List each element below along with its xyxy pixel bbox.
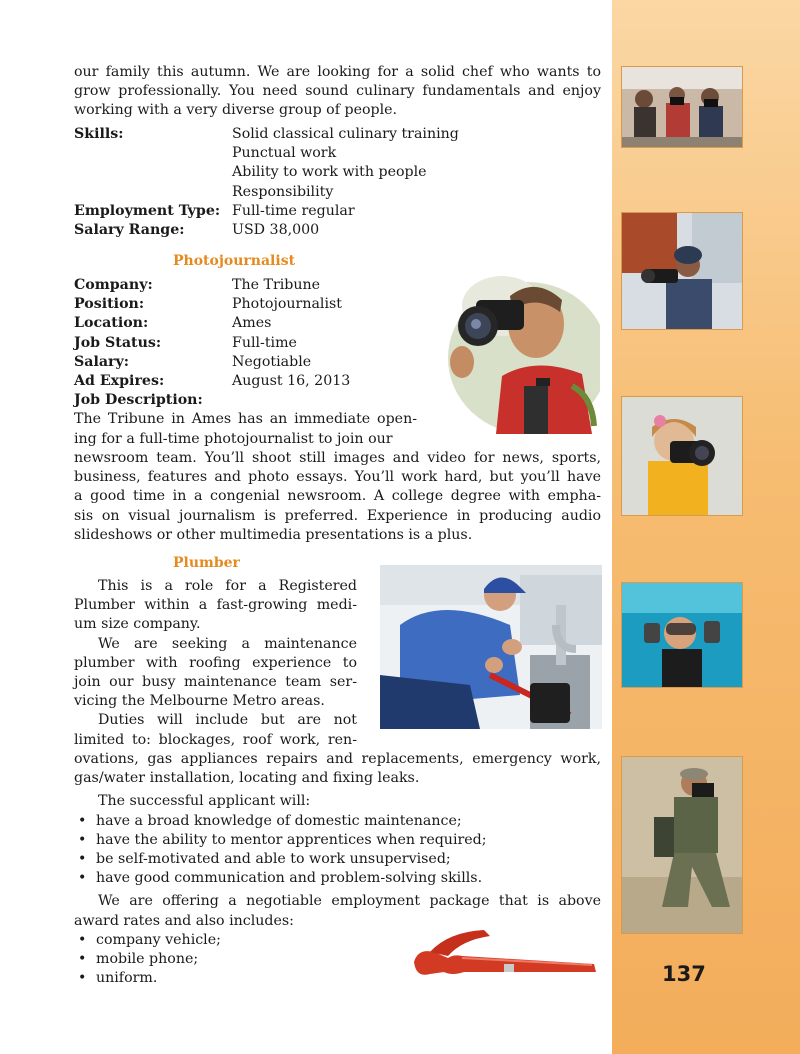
chef-intro-line: grow professionally. You need sound culinary fundamentals and enjoy: [74, 83, 601, 100]
list-item: • uniform.: [74, 969, 601, 988]
applicant-intro: The successful applicant will:: [98, 793, 311, 810]
skill-item: Punctual work: [232, 145, 337, 162]
chef-intro: [74, 63, 601, 121]
sidebar-photo-war-photographer: [621, 212, 743, 330]
plumber-title: Plumber: [173, 555, 240, 571]
plumber-line: ovations, gas appliances repairs and replacements, emergency work,: [74, 751, 601, 767]
plumber-line: um size company.: [74, 616, 201, 633]
plumber-line: gas/water installation, locating and fixing leaks.: [74, 770, 420, 787]
plumber-line: Duties will include but are not: [98, 712, 357, 729]
plumber-image: [380, 565, 602, 729]
field-value: Full-time: [232, 334, 297, 351]
plumber-line: limited to: blockages, roof work, ren-: [74, 731, 357, 748]
photojournalist-image: [432, 266, 600, 434]
photojournalist-description: [74, 449, 601, 545]
job-description-label: Job Description:: [74, 392, 203, 409]
page-number: 137: [662, 962, 706, 986]
offer-line: award rates and also includes:: [74, 912, 294, 929]
field-label: Ad Expires:: [74, 372, 165, 389]
list-item: • have the ability to mentor apprentices when required;: [74, 831, 601, 850]
plumber-line: Plumber within a fast-growing medi-: [74, 597, 357, 614]
list-item: • company vehicle;: [74, 931, 601, 950]
list-item: • have a broad knowledge of domestic maintenance;: [74, 812, 601, 831]
pipe-wrench-image: [408, 922, 600, 986]
skills-label: Skills:: [74, 126, 124, 142]
sidebar-photo-kneeling-photographer: [621, 756, 743, 934]
field-label: Company:: [74, 277, 153, 293]
skill-item: Responsibility: [232, 183, 334, 200]
sidebar-photo-street-photographers: [621, 66, 743, 148]
field-value: Ames: [232, 315, 272, 332]
description-line: The Tribune in Ames has an immediate open-: [74, 411, 417, 428]
list-item: • be self-motivated and able to work unsupervised;: [74, 850, 601, 869]
field-value: August 16, 2013: [232, 372, 351, 389]
description-line: ing for a full-time photojournalist to join our: [74, 430, 393, 447]
list-item: • mobile phone;: [74, 950, 601, 969]
salary-range-label: Salary Range:: [74, 221, 185, 238]
plumber-line: plumber with roofing experience to: [74, 654, 357, 671]
employment-type-value: Full-time regular: [232, 202, 355, 219]
photojournalist-title: Photojournalist: [173, 253, 296, 269]
field-label: Location:: [74, 315, 149, 332]
field-value: The Tribune: [232, 277, 321, 293]
plumber-line: This is a role for a Registered: [98, 578, 357, 594]
plumber-line: We are seeking a maintenance: [98, 635, 357, 652]
field-label: Job Status:: [74, 334, 162, 351]
description-line: business, features and photo essays. You’ll work hard, but you’ll have: [74, 469, 601, 486]
plumber-line: join our busy maintenance team ser-: [74, 674, 357, 691]
chef-intro-line: our family this autumn. We are looking for a solid chef who wants to: [74, 64, 601, 80]
field-value: Photojournalist: [232, 296, 342, 313]
plumber-line: vicing the Melbourne Metro areas.: [74, 693, 325, 710]
field-value: Negotiable: [232, 353, 312, 370]
skill-item: Ability to work with people: [232, 164, 427, 181]
plumber-narrow-text: [74, 577, 357, 750]
offer-line: We are offering a negotiable employment package that is above: [98, 893, 601, 910]
description-line: sis on visual journalism is preferred. Experience in producing audio: [74, 507, 601, 524]
skill-item: Solid classical culinary training: [232, 126, 459, 142]
photojournalist-fields: [74, 276, 434, 449]
employment-type-label: Employment Type:: [74, 202, 221, 219]
chef-details: [74, 125, 601, 240]
description-line: a good time in a congenial newsroom. A college degree with empha-: [74, 488, 601, 505]
description-line: slideshows or other multimedia presentations is a plus.: [74, 526, 473, 543]
description-line: newsroom team. You’ll shoot still images and video for news, sports,: [74, 450, 601, 466]
sidebar-photo-underwater-photographer: [621, 582, 743, 688]
sidebar-photo-girl-with-camera: [621, 396, 743, 516]
field-label: Position:: [74, 296, 145, 313]
applicant-requirements-list: [74, 812, 601, 889]
chef-intro-line: working with a very diverse group of people.: [74, 102, 398, 119]
salary-range-value: USD 38,000: [232, 221, 320, 238]
field-label: Salary:: [74, 353, 129, 370]
list-item: • have good communication and problem-solving skills.: [74, 869, 601, 888]
